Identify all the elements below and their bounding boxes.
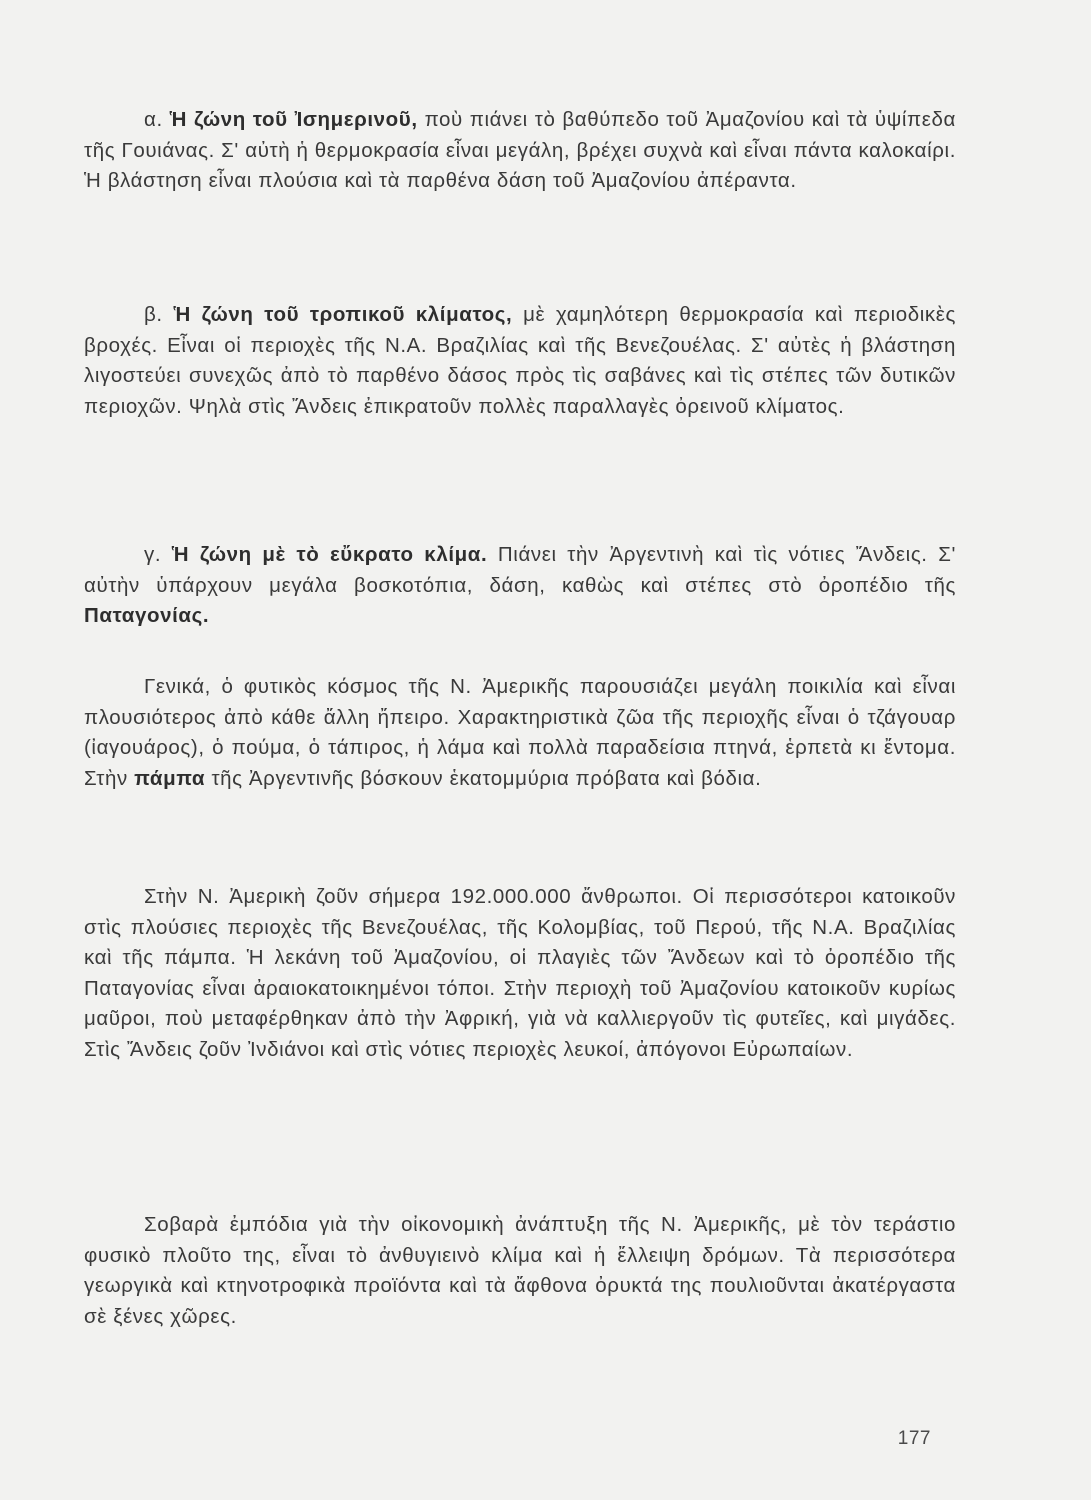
section-equatorial-zone	[84, 105, 956, 197]
paragraph	[84, 1210, 956, 1332]
paragraph-text: ποὺ πιάνει τὸ βαθύπεδο τοῦ Ἀμαζονίου καὶ τὰ ὑψίπεδα τῆς Γουιάνας. Σ' αὐτὴ ἡ θερμοκρασία εἶναι μεγάλη, βρέχει συχνὰ καὶ εἶναι πάντα καλοκαίρι. Ἡ βλάστηση εἶναι πλούσια καὶ τὰ παρθένα δάση τοῦ Ἀμαζονίου ἀπέραντα.	[84, 108, 957, 192]
paragraph-text: μὲ χαμηλότερη θερμοκρασία καὶ περιοδικὲς βροχές. Εἶναι οἱ περιοχὲς τῆς Ν.Α. Βραζιλίας καὶ τῆς Βενεζουέλας. Σ' αὐτὲς ἡ βλάστηση λιγοστεύει συνεχῶς ἀπὸ τὸ παρθένο δάσος πρὸς τὶς σαβάνες καὶ τὶς στέπες τῶν δυτικῶν περιοχῶν. Ψηλὰ στὶς Ἄνδεις ἐπικρατοῦν πολλὲς παραλλαγὲς ὀρεινοῦ κλίματος.	[84, 303, 957, 418]
paragraph	[84, 672, 956, 794]
page-number: 177	[897, 1428, 931, 1449]
section-economy	[84, 1210, 956, 1332]
bold-term: Παταγονίας.	[84, 604, 210, 627]
list-marker: γ.	[144, 543, 162, 566]
paragraph-text: Σοβαρὰ ἐμπόδια γιὰ τὴν οἰκονομικὴ ἀνάπτυξη τῆς Ν. Ἀμερικῆς, μὲ τὸν τεράστιο φυσικὸ πλοῦτο της, εἶναι τὸ ἀνθυγιεινὸ κλίμα καὶ ἡ ἔλλειψη δρόμων. Τὰ περισσότερα γεωργικὰ καὶ κτηνοτροφικὰ προϊόντα καὶ τὰ ἄφθονα ὀρυκτά της πουλιοῦνται ἀκατέργαστα σὲ ξένες χῶρες.	[84, 1213, 956, 1328]
paragraph-text: τῆς Ἀργεντινῆς βόσκουν ἑκατομμύρια πρόβατα καὶ βόδια.	[211, 766, 762, 790]
paragraph-text: Γενικά, ὁ φυτικὸς κόσμος τῆς Ν. Ἀμερικῆς παρουσιάζει μεγάλη ποικιλία καὶ εἶναι πλουσιότερος ἀπὸ κάθε ἄλλη ἤπειρο. Χαρακτηριστικὰ ζῶα τῆς περιοχῆς εἶναι ὁ τζάγουαρ (ἰαγουάρος), ὁ πούμα, ὁ τάπιρος, ἡ λάμα καὶ πολλὰ παραδείσια πτηνά, ἑρπετὰ κι ἔντομα. Στὴν	[84, 675, 956, 790]
section-heading: Ἡ ζώνη τοῦ Ἰσημερινοῦ,	[169, 108, 418, 131]
paragraph-text: Πιάνει τὴν Ἀργεντινὴ καὶ τὶς νότιες Ἄνδεις. Σ' αὐτὴν ὑπάρχουν μεγάλα βοσκοτόπια, δάση, καθὼς καὶ στέπες στὸ ὀροπέδιο τῆς	[84, 543, 957, 597]
section-population	[84, 882, 956, 1065]
section-tropical-zone	[84, 300, 956, 422]
paragraph	[84, 105, 956, 197]
bold-term: πάμπα	[134, 766, 206, 790]
section-heading: Ἡ ζώνη τοῦ τροπικοῦ κλίματος,	[173, 303, 513, 326]
list-marker: α.	[144, 108, 163, 131]
section-heading: Ἡ ζώνη μὲ τὸ εὔκρατο κλίμα.	[171, 543, 488, 566]
paragraph	[84, 882, 956, 1065]
paragraph-text: Στὴν Ν. Ἀμερικὴ ζοῦν σήμερα 192.000.000 ἄνθρωποι. Οἱ περισσότεροι κατοικοῦν στὶς πλούσιες περιοχὲς τῆς Βενεζουέλας, τῆς Κολομβίας, τοῦ Περού, τῆς Ν.Α. Βραζιλίας καὶ τῆς πάμπα. Ἡ λεκάνη τοῦ Ἀμαζονίου, οἱ πλαγιὲς τῶν Ἄνδεων καὶ τὸ ὀροπέδιο τῆς Παταγονίας εἶναι ἀραιοκατοικημένοι τόποι. Στὴν περιοχὴ τοῦ Ἀμαζονίου κατοικοῦν κυρίως μαῦροι, ποὺ μεταφέρθηκαν ἀπὸ τὴν Ἀφρική, γιὰ νὰ καλλιεργοῦν τὶς φυτεῖες, καὶ μιγάδες. Στὶς Ἄνδεις ζοῦν Ἰνδιάνοι καὶ στὶς νότιες περιοχὲς λευκοί, ἀπόγονοι Εὐρωπαίων.	[84, 885, 956, 1061]
list-marker: β.	[144, 303, 163, 326]
paragraph	[84, 300, 956, 422]
section-temperate-zone	[84, 540, 956, 632]
section-flora-fauna	[84, 672, 956, 794]
paragraph	[84, 540, 956, 632]
